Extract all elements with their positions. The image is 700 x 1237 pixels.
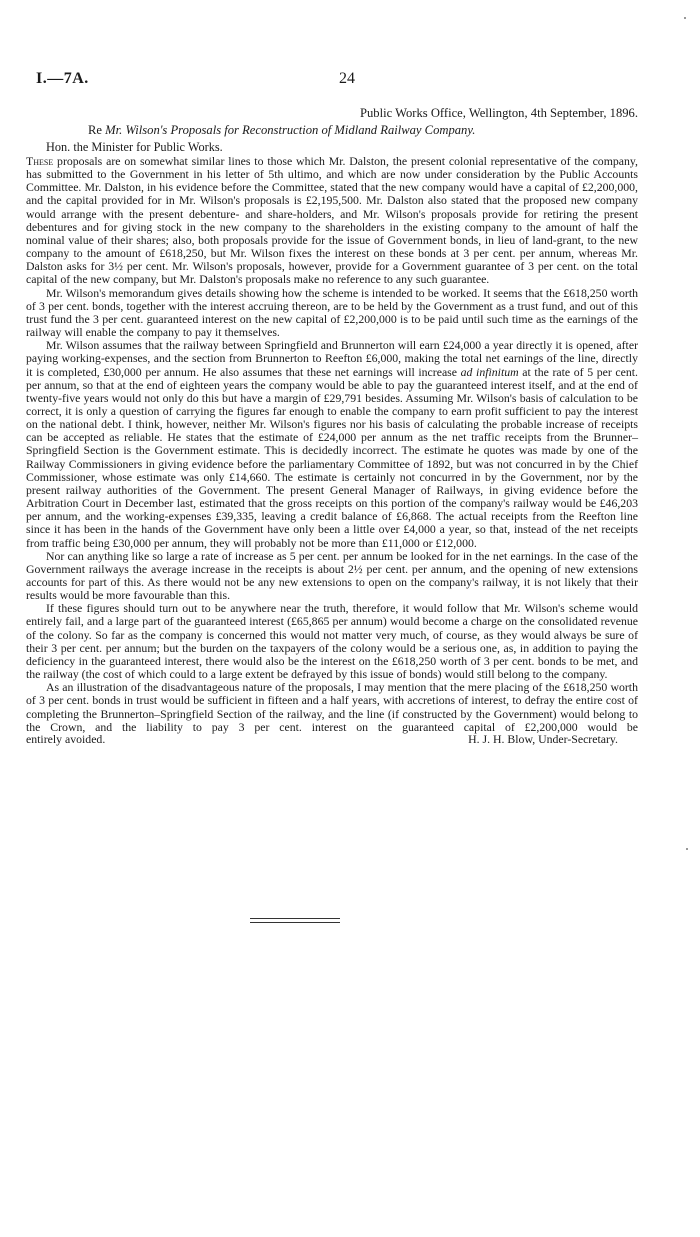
- paragraph-text: As an illustration of the disadvantageous nature of the proposals, I may mention that the mere placing of the £618,250 worth of 3 per cent. bonds in trust would be sufficient in fifteen and a half years, with accretions of interest, to defray the entire cost of completing the Brunnerton–Springfield Section of the railway, and the line (if constructed by the Government) would belong to the Crown, and the liability to pay 3 per cent. interest on the guaranteed capital of £2,200,000 would be: [26, 680, 638, 734]
- scan-speck: [684, 17, 686, 19]
- addressee: Hon. the Minister for Public Works.: [46, 140, 223, 154]
- paragraph-text: Mr. Wilson assumes that the railway between Springfield and Brunnerton will earn £24,000 a year directly it is opened, after paying working-expenses, and the section from Brunnerton to Reefton £6,000, making the total net earnings of the line, directly it is completed, £30,000 per annum. He also assumes that these net earnings will increase: [26, 338, 638, 379]
- closing-line: [26, 733, 638, 747]
- signature: H. J. H. Blow, Under-Secretary.: [468, 731, 618, 746]
- subject-title: Mr. Wilson's Proposals for Reconstruction of Midland Railway Company.: [105, 123, 476, 137]
- paragraph-text: If these figures should turn out to be anywhere near the truth, therefore, it would follow that Mr. Wilson's scheme would entirely fail, and a large part of the guaranteed interest (£65,865 per annum) would become a charge on the consolidated revenue of the colony. So far as the company is concerned this would not matter very much, of course, as they would always be sure of their 3 per cent. per annum; but the burden on the taxpayers of the colony would be a serious one, as, in addition to paying the deficiency in the guaranteed interest, there would also be the interest on the £618,250 worth of 3 per cent. bonds to be met, and the railway (the cost of which could to a large extent be defrayed by this issue of bonds) would still belong to the company.: [26, 601, 638, 682]
- paragraph-1: [26, 155, 638, 287]
- end-rule-divider: [250, 918, 340, 923]
- paragraph-2: [26, 287, 638, 340]
- scan-speck: [686, 848, 688, 850]
- paragraph-text: Mr. Wilson's memorandum gives details showing how the scheme is intended to be worked. It seems that the £618,250 worth of 3 per cent. bonds, together with the interest accruing thereon, are to be held by the Government as a trust fund, and out of this trust fund the 3 per cent. guaranteed interest on the new capital of £2,200,000 is to be paid until such time as the earnings of the railway will enable the company to pay it themselves.: [26, 285, 638, 340]
- closing-words: entirely avoided.: [26, 731, 106, 746]
- paragraph-3: [26, 339, 638, 550]
- paragraph-italic-phrase: ad infinitum: [460, 364, 519, 379]
- document-page: [26, 70, 638, 747]
- page-header: [26, 70, 638, 96]
- dateline: Public Works Office, Wellington, 4th September, 1896.: [360, 106, 638, 120]
- paragraph-lead-word: These: [26, 154, 54, 168]
- document-reference: I.—7A.: [36, 70, 89, 87]
- paragraph-text: at the rate of 5 per cent. per annum, so that at the end of eighteen years the company would be able to pay the guaranteed interest itself, and at the end of twenty-five years would not only do this but have a margin of £29,791 besides. Assuming Mr. Wilson's basis of calculation to be correct, it is only a question of carrying the figures far enough to enable the company to earn profit sufficient to pay the interest on the national debt. I think, however, neither Mr. Wilson's figures nor his basis of calculating the probable increase of receipts can be accepted as reliable. He states that the estimate of £24,000 per annum as the net traffic receipts from the Brunner–Springfield Section is the Government estimate. This is decidedly incorrect. The estimate he quotes was made by one of the Railway Commissioners in giving evidence before the parliamentary Committee of 1892, but was not concurred in by the Chief Commissioner, whose estimate was only £14,660. The estimate is certainly not concurred in by the Government, nor by the present railway authorities of the Government. The present General Manager of Railways, in giving evidence before the Arbitration Court in December last, estimated that the gross receipts on this portion of the company's railway would be £46,203 per annum, and the working-expenses £39,335, leaving a credit balance of £6,868. The actual receipts from the Reefton line since it has been in the hands of the Government have only been a little over £4,000 a year, so that, instead of the net receipts from traffic being £30,000 per annum, they will probably not be more than £11,000 or £12,000.: [26, 364, 638, 550]
- subject-line: [26, 122, 638, 139]
- paragraph-6: [26, 681, 638, 734]
- page-number: 24: [339, 70, 355, 87]
- subject-prefix: Re: [88, 123, 102, 137]
- paragraph-text: proposals are on somewhat similar lines to those which Mr. Dalston, the present colonial representative of the company, has submitted to the Government in his letter of 5th ultimo, and which are now under consideration by the Public Accounts Committee. Mr. Dalston, in his evidence before the Committee, stated that the new company would have a capital of £2,200,000, and the capital provided for in Mr. Wilson's proposals is £2,195,500. Mr. Dalston also stated that the proposed new company would arrange with the present debenture- and share-holders, and Mr. Wilson's proposals provide for retiring the present debentures and for giving stock in the new company to the shareholders in the existing company to the amount of half the nominal value of their shares; also, both proposals provide for the issue of Government bonds, in lieu of land-grant, to the new company to the amount of £618,250, but Mr. Wilson fixes the interest on these bonds at 3 per cent. per annum, whereas Mr. Dalston asks for 3½ per cent. Mr. Wilson's proposals, however, provide for a Government guarantee of 3 per cent. on the total capital of the new company, but Mr. Dalston's proposals make no reference to any such guarantee.: [26, 154, 638, 287]
- paragraph-text: Nor can anything like so large a rate of increase as 5 per cent. per annum be looked for in the net earnings. In the case of the Government railways the average increase in the receipts is about 2½ per cent. per annum, and the opening of new extensions accounts for part of this. As there would not be any new extensions to open on the company's railway, it is not likely that their results would be more favourable than this.: [26, 548, 638, 603]
- paragraph-5: [26, 602, 638, 681]
- paragraph-4: [26, 550, 638, 603]
